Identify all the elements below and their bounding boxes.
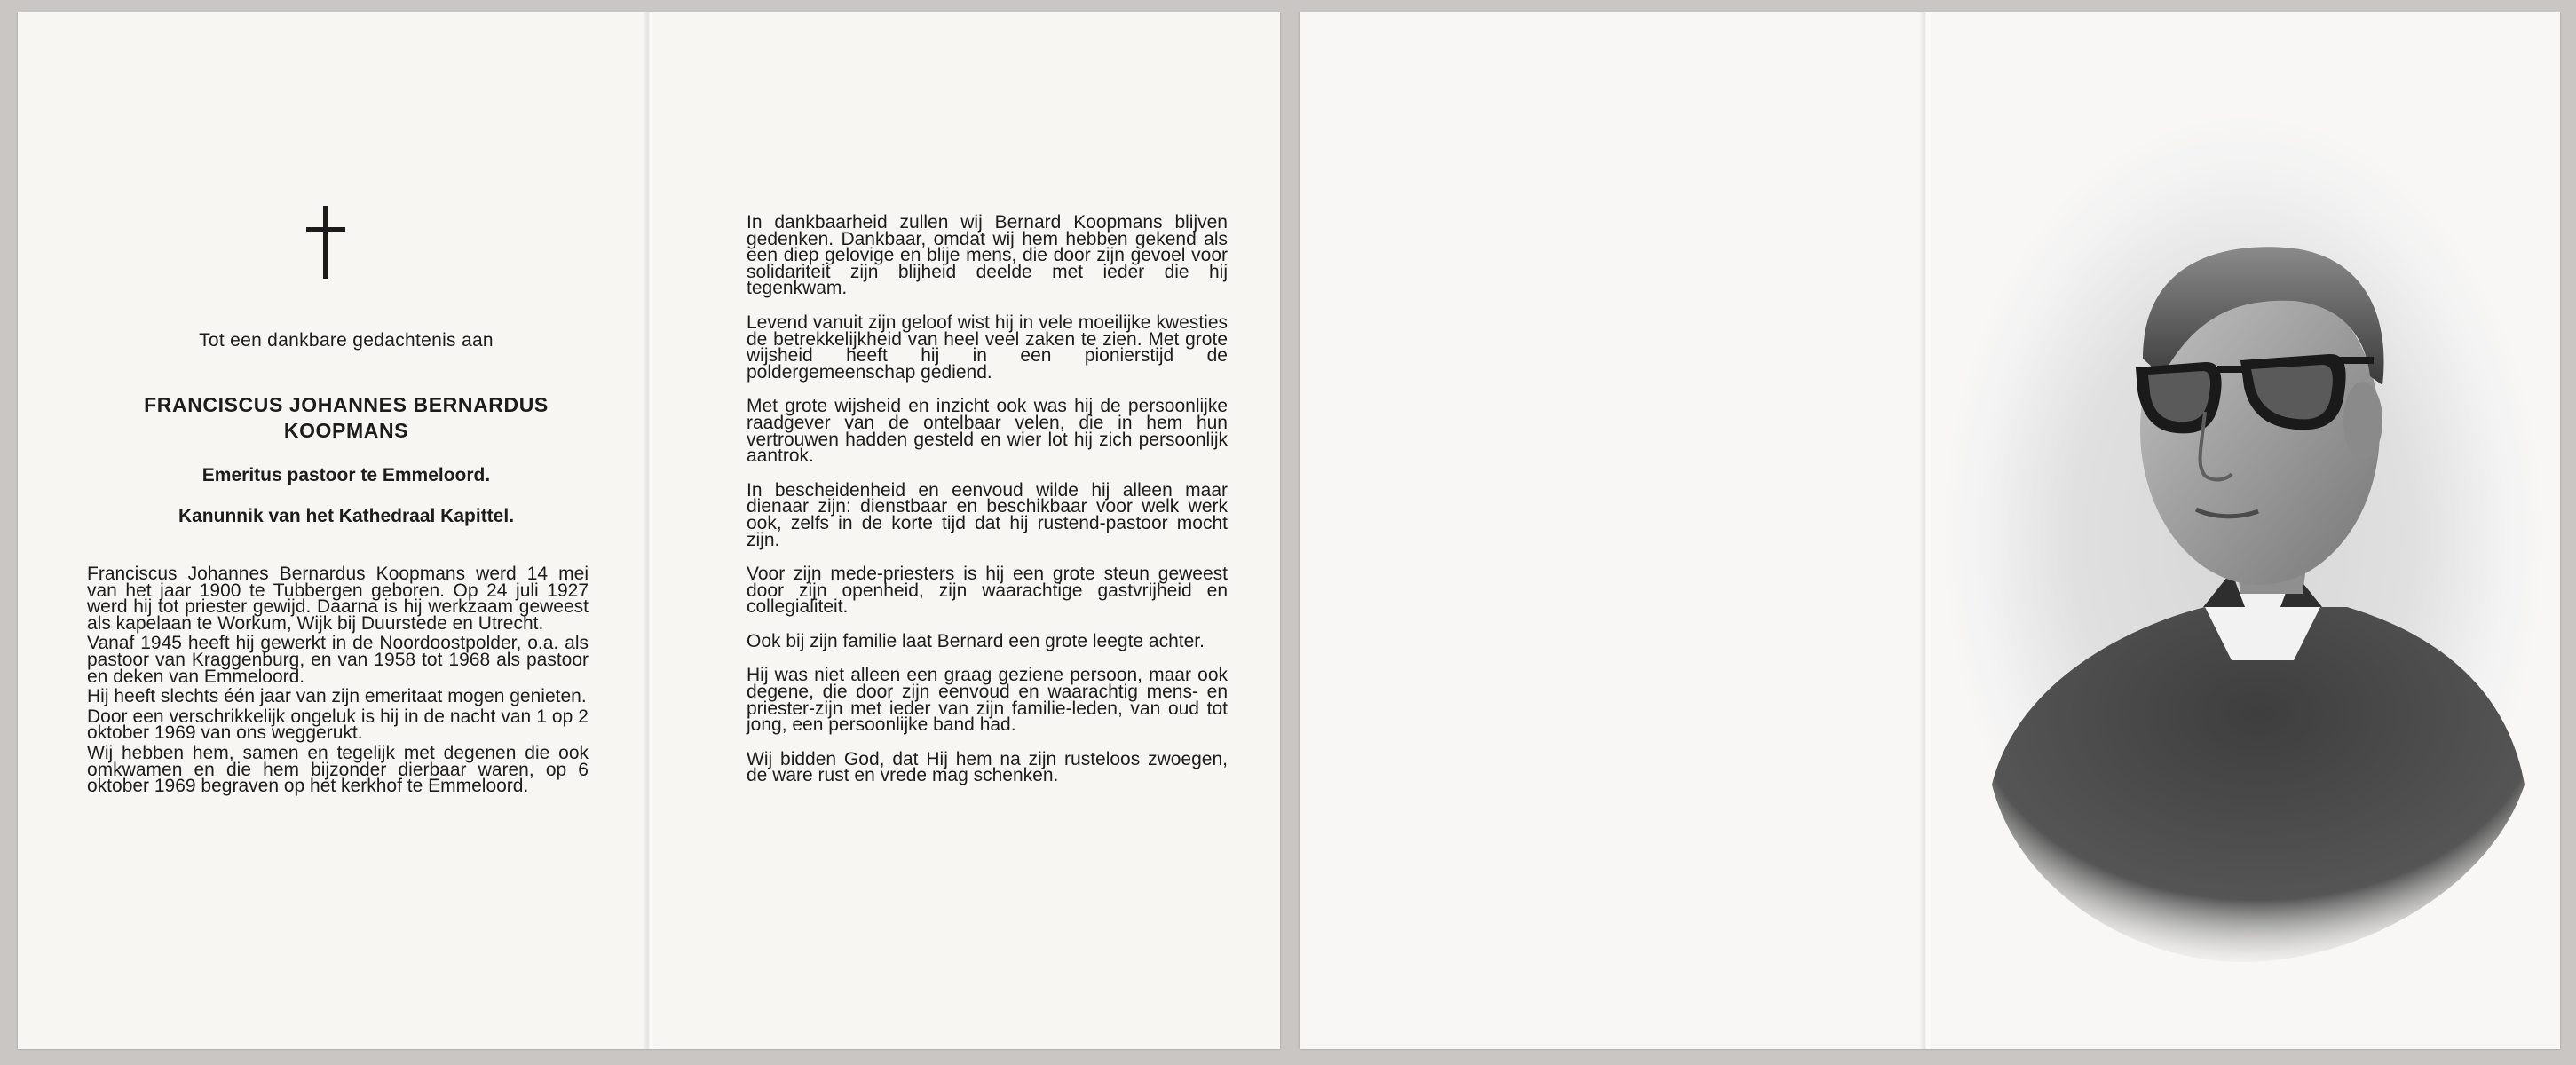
tribute-paragraph: Met grote wijsheid en inzicht ook was hij de persoonlijke raadgever van de ontelbaar velen, die in hem hun vertrouwen hadden gesteld en wier lot hij zich persoonlijk aantrok. [747, 396, 1228, 467]
deceased-name [71, 392, 621, 444]
portrait-panel [1932, 12, 2560, 1049]
tribute-paragraph: Voor zijn mede-priesters is hij een grote steun geweest door zijn openheid, zijn waarachtige gastvrijheid en collegialiteit. [747, 564, 1228, 618]
name-line-2: KOOPMANS [283, 419, 409, 442]
prayer-card-outside [1300, 12, 2560, 1049]
biography [87, 566, 589, 799]
portrait-photo [1939, 110, 2548, 982]
tribute-text [747, 212, 1228, 802]
tribute-paragraph: In dankbaarheid zullen wij Bernard Koopmans blijven gedenken. Dankbaar, omdat wij hem hebben gekend als een diep gelovige en blije mens, die door zijn gevoel voor solidariteit zijn blijheid deelde met ieder die hij tegenkwam. [747, 212, 1228, 299]
tribute-paragraph: Levend vanuit zijn geloof wist hij in vele moeilijke kwesties de betrekkelijkheid van heel veel zaken te zien. Met grote wijsheid heeft hij in een pionierstijd de poldergemeenschap gediend. [747, 312, 1228, 383]
biography-paragraph: Door een verschrikkelijk ongeluk is hij in de nacht van 1 op 2 oktober 1969 van ons weggerukt. [87, 706, 589, 744]
blank-back-panel [1300, 12, 1919, 1049]
cross-icon [306, 206, 345, 279]
tribute-paragraph: In bescheidenheid en eenvoud wilde hij alleen maar dienaar zijn: dienstbaar en beschikbaar voor welk werk ook, zelfs in de korte tijd dat hij rustend-pastoor mocht zijn. [747, 479, 1228, 550]
biography-paragraph: Hij heeft slechts één jaar van zijn emeritaat mogen genieten. [87, 686, 587, 707]
name-line-1: FRANCISCUS JOHANNES BERNARDUS [144, 393, 549, 416]
title-canon: Kanunnik van het Kathedraal Kapittel. [178, 506, 515, 526]
biography-paragraph: Vanaf 1945 heeft hij gewerkt in de Noordoostpolder, o.a. als pastoor van Kraggenburg, en van 1958 tot 1968 als pastoor en deken van Emmeloord. [87, 633, 589, 687]
title-emeritus: Emeritus pastoor te Emmeloord. [201, 465, 491, 485]
biography-paragraph: Wij hebben hem, samen en tegelijk met degenen die ook omkwamen en die hem bijzonder dierbaar waren, op 6 oktober 1969 begraven op het kerkhof te Emmeloord. [87, 742, 589, 797]
tribute-paragraph: Hij was niet alleen een graag geziene persoon, maar ook degene, die door zijn eenvoud en waarachtig mens- en priester-zijn met ieder van zijn familie-leden, van oud tot jong, een persoonlijke band had. [747, 665, 1228, 736]
prayer-card-inside [18, 12, 1280, 1049]
tribute-panel [657, 12, 1280, 1049]
tribute-paragraph: Ook bij zijn familie laat Bernard een grote leegte achter. [747, 630, 1205, 651]
front-panel [18, 12, 648, 1049]
tribute-paragraph: Wij bidden God, dat Hij hem na zijn rusteloos zwoegen, de ware rust en vrede mag schenken. [747, 748, 1228, 786]
dedication-text: Tot een dankbare gedachtenis aan [199, 330, 494, 351]
card-fold-line [1919, 12, 1932, 1049]
biography-paragraph: Franciscus Johannes Bernardus Koopmans werd 14 mei van het jaar 1900 te Tubbergen geboren. Op 24 juli 1927 werd hij tot priester gewijd. Daarna is hij werkzaam geweest als kapelaan te Workum, Wijk bij Duurstede en Utrecht. [87, 564, 589, 634]
